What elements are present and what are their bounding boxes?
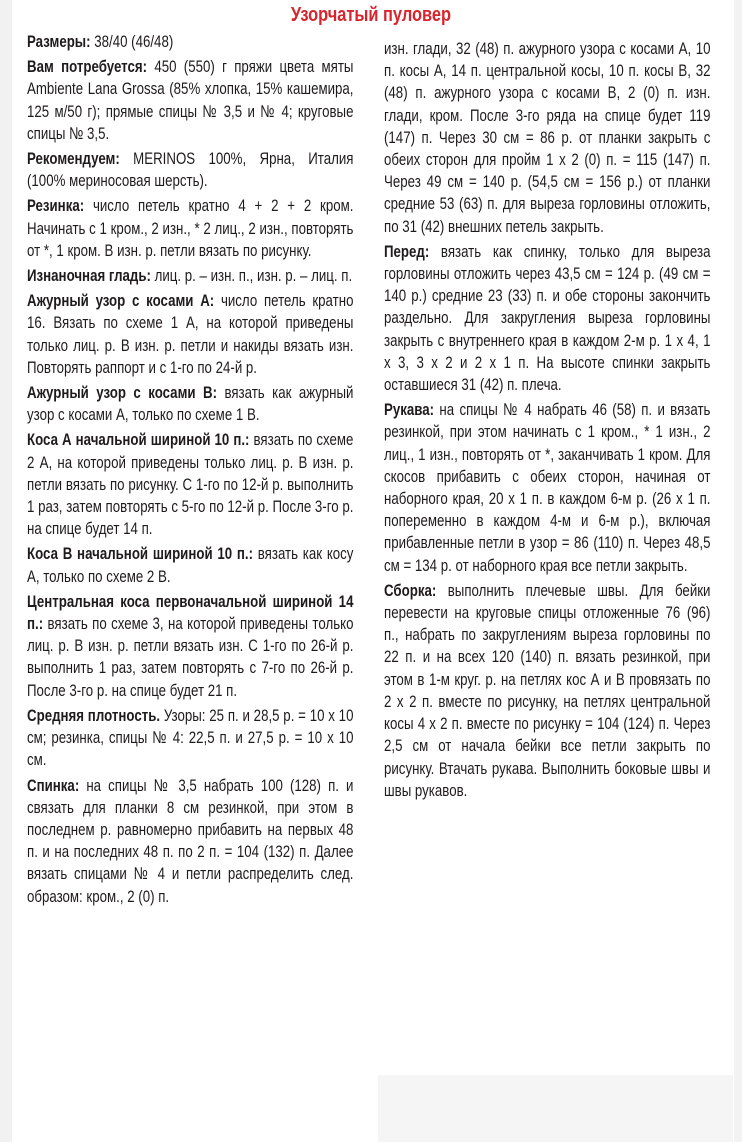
- section-text: на спицы № 3,5 набрать 100 (128) п. и связать для планки 8 см резинкой, при этом в последнем р. равномерно прибавить на первых 48 п. и на последних 48 п. по 2 п. = 104 (132) п. Далее вязать спицами № 4 и петли распределить след. образом: кром., 2 (0) п.: [27, 775, 354, 906]
- instruction-paragraph: [27, 148, 353, 192]
- instruction-paragraph: [27, 382, 353, 426]
- section-heading: Рукава:: [384, 400, 435, 420]
- section-text: 450 (550) г пряжи цвета мяты Ambiente Lana Grossa (85% хлопка, 15% кашемира, 125 м/50 г); прямые спицы № 3,5 и № 4; круговые спицы № 3,5.: [27, 57, 354, 143]
- section-heading: Размеры:: [27, 32, 91, 51]
- instruction-paragraph: [27, 543, 353, 587]
- section-text: вязать по схеме 2 А, на которой приведены только лиц. р. В изн. р. петли вязать по рисунку. С 1-го по 12-й р. выполнить 1 раз, затем повторять с 5-го по 12-й р. После 3-го р. на спице будет 14 п.: [27, 430, 354, 539]
- section-heading: Перед:: [384, 241, 430, 261]
- instruction-paragraph: [27, 775, 353, 908]
- section-text: число петель кратно 4 + 2 + 2 кром. Начинать с 1 кром., 2 изн., * 2 лиц., 2 изн., повторять от *, 1 кром. В изн. р. петли вязать по рисунку.: [27, 196, 354, 260]
- section-heading: Рекомендуем:: [27, 149, 120, 169]
- section-heading: Ажурный узор с косами В:: [27, 383, 218, 403]
- section-text: вязать как косу А, только по схеме 2 В.: [27, 544, 354, 586]
- page-title: Узорчатый пуловер: [290, 4, 452, 26]
- section-heading: Коса В начальной шириной 10 п.:: [27, 544, 254, 564]
- instruction-paragraph: [384, 580, 710, 802]
- section-heading: Резинка:: [27, 196, 85, 216]
- instruction-paragraph: [384, 399, 710, 577]
- section-text: на спицы № 4 набрать 46 (58) п. и вязать резинкой, при этом начинать с 1 кром., * 1 изн., 2 лиц., 1 изн., повторять от *, заканчивать 1 кром. Для скосов прибавить с обеих сторон, начиная от наборного края, 20 х 1 п. в каждом 6-м р. (26 х 1 п. попеременно в каждом 4-м и 6-м р.), включая прибавленные петли в узор = 86 (110) п. Через 48,5 см = 134 р. от наборного края все петли закрыть.: [384, 400, 711, 575]
- section-text: Узоры: 25 п. и 28,5 р. = 10 х 10 см; резинка, спицы № 4: 22,5 п. и 27,5 р. = 10 х 10 см.: [27, 705, 354, 770]
- instruction-paragraph: [27, 591, 353, 702]
- instruction-paragraph: [27, 265, 353, 287]
- scan-edge-left: [0, 0, 12, 1142]
- section-heading: Вам потребуется:: [27, 57, 148, 77]
- section-heading: Средняя плотность.: [27, 705, 161, 725]
- section-text: выполнить плечевые швы. Для бейки перевести на круговые спицы отложенные 76 (96) п., набрать по закруглениям выреза горловины по 22 п. и на всех 120 (140) п. вязать резинкой, при этом в 1-м круг. р. на петлях кос А и В провязать по 2 х 2 п. вместе по рисунку, на петлях центральной косы 4 х 2 п. вместе по рисунку = 104 (124) п. Через 2,5 см от начала бейки все петли закрыть по рисунку. Втачать рукава. Выполнить боковые швы и швы рукавов.: [384, 580, 711, 800]
- section-heading: Сборка:: [384, 580, 437, 600]
- instruction-paragraph: [27, 56, 353, 145]
- scan-blank-area: [378, 1075, 733, 1142]
- section-text: MERINOS 100%, Ярна, Италия (100% мериносовая шерсть).: [27, 149, 354, 191]
- section-text: вязать по схеме 3, на которой приведены только лиц. р. В изн. р. петли вязать изн. С 1-го по 26-й р. выполнить 1 раз, затем повторять с 7-го по 26-й р. После 3-го р. на спице будет 21 п.: [27, 614, 354, 700]
- instruction-paragraph: [27, 195, 353, 262]
- section-text: лиц. р. – изн. п., изн. р. – лиц. п.: [150, 266, 353, 286]
- instruction-paragraph: [27, 705, 353, 772]
- section-text: число петель кратно 16. Вязать по схеме 1 А, на которой приведены только лиц. р. В изн. р. петли и накиды вязать изн. Повторять раппорт и с 1-го по 24-й р.: [27, 291, 354, 377]
- section-text: вязать как спинку, только для выреза горловины отложить через 43,5 см = 124 р. (49 см = 140 р.) средние 23 (33) п. и обе стороны закончить раздельно. Для закругления выреза горловины закрыть с внутреннего края в каждом 2-м р. 1 х 4, 1 х 3, 3 х 2 и 2 х 1 п. На высоте спинки закрыть оставшиеся 31 (42) п. плеча.: [384, 241, 711, 395]
- right-column: [384, 38, 742, 802]
- section-heading: Ажурный узор с косами А:: [27, 291, 215, 311]
- section-text: 38/40 (46/48): [90, 32, 174, 51]
- section-text: вязать как ажурный узор с косами А, только по схеме 1 В.: [27, 383, 354, 425]
- instruction-paragraph: [27, 429, 353, 540]
- instruction-paragraph: [27, 31, 353, 53]
- section-heading: Коса А начальной шириной 10 п.:: [27, 430, 250, 450]
- instruction-paragraph: [384, 241, 710, 396]
- section-text: изн. глади, 32 (48) п. ажурного узора с косами А, 10 п. косы А, 14 п. центральной косы, 10 п. косы В, 32 (48) п. ажурного узора с косами В, 2 (0) п. изн. глади, кром. После 3-го ряда на спице будет 119 (147) п. Через 30 см = 86 р. от планки закрыть с обеих сторон для пройм 1 х 2 (0) п. = 115 (147) п. Через 49 см = 140 р. (54,5 см = 156 р.) от планки средние 53 (63) п. для выреза горловины отложить, по 31 (42) внешних петель закрыть.: [384, 39, 711, 236]
- section-heading: Спинка:: [27, 775, 80, 795]
- section-heading: Центральная коса первоначальной шириной 14 п.:: [27, 591, 354, 634]
- instruction-paragraph: [27, 290, 353, 379]
- left-column: [27, 31, 445, 908]
- instruction-paragraph: [384, 38, 710, 238]
- section-heading: Изнаночная гладь:: [27, 266, 151, 286]
